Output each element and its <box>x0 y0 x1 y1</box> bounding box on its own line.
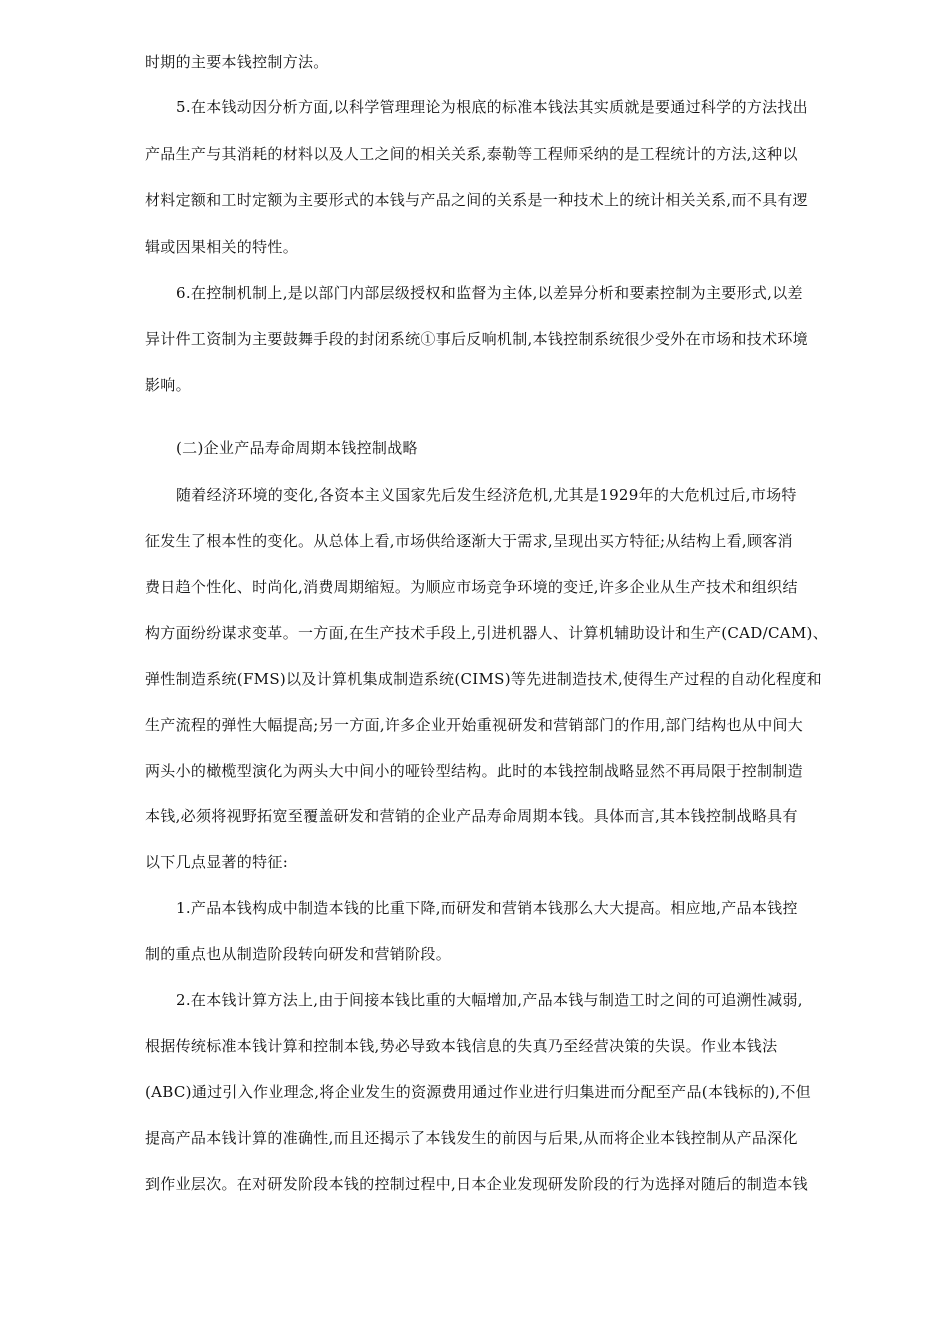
text-line: 随着经济环境的变化,各资本主义国家先后发生经济危机,尤其是1929年的大危机过后,市场特 <box>176 486 797 504</box>
text-line: 材料定额和工时定额为主要形式的本钱与产品之间的关系是一种技术上的统计相关关系,而不具有逻 <box>145 191 808 209</box>
text-line: 到作业层次。在对研发阶段本钱的控制过程中,日本企业发现研发阶段的行为选择对随后的制造本钱 <box>145 1175 808 1193</box>
text-line: 6.在控制机制上,是以部门内部层级授权和监督为主体,以差异分析和要素控制为主要形式,以差 <box>176 284 803 302</box>
text-line: (ABC)通过引入作业理念,将企业发生的资源费用通过作业进行归集进而分配至产品(本钱标的),不但 <box>145 1083 811 1101</box>
section-heading: (二)企业产品寿命周期本钱控制战略 <box>176 439 418 457</box>
text-line: 异计件工资制为主要鼓舞手段的封闭系统①事后反响机制,本钱控制系统很少受外在市场和技术环境 <box>145 330 808 348</box>
text-line: 1.产品本钱构成中制造本钱的比重下降,而研发和营销本钱那么大大提高。相应地,产品本钱控 <box>176 899 798 917</box>
text-line: 费日趋个性化、时尚化,消费周期缩短。为顺应市场竞争环境的变迁,许多企业从生产技术和组织结 <box>145 578 798 596</box>
text-line: 提高产品本钱计算的准确性,而且还揭示了本钱发生的前因与后果,从而将企业本钱控制从产品深化 <box>145 1129 798 1147</box>
text-line: 征发生了根本性的变化。从总体上看,市场供给逐渐大于需求,呈现出买方特征;从结构上看,顾客消 <box>145 532 793 550</box>
text-line: 生产流程的弹性大幅提高;另一方面,许多企业开始重视研发和营销部门的作用,部门结构也从中间大 <box>145 716 804 734</box>
text-line: 影响。 <box>145 376 191 394</box>
text-line: 5.在本钱动因分析方面,以科学管理理论为根底的标准本钱法其实质就是要通过科学的方法找出 <box>176 98 808 116</box>
text-line: 构方面纷纷谋求变革。一方面,在生产技术手段上,引进机器人、计算机辅助设计和生产(CAD/CAM)、 <box>145 624 829 642</box>
text-line: 制的重点也从制造阶段转向研发和营销阶段。 <box>145 945 452 963</box>
text-line: 两头小的橄榄型演化为两头大中间小的哑铃型结构。此时的本钱控制战略显然不再局限于控制制造 <box>145 762 803 780</box>
text-line: 以下几点显著的特征: <box>145 853 289 871</box>
text-line: 弹性制造系统(FMS)以及计算机集成制造系统(CIMS)等先进制造技术,使得生产过程的自动化程度和 <box>145 670 822 688</box>
text-line: 2.在本钱计算方法上,由于间接本钱比重的大幅增加,产品本钱与制造工时之间的可追溯性减弱, <box>176 991 803 1009</box>
text-line: 根据传统标准本钱计算和控制本钱,势必导致本钱信息的失真乃至经营决策的失误。作业本钱法 <box>145 1037 778 1055</box>
text-line: 辑或因果相关的特性。 <box>145 238 299 256</box>
text-line: 时期的主要本钱控制方法。 <box>145 53 329 71</box>
text-line: 产品生产与其消耗的材料以及人工之间的相关关系,泰勒等工程师采纳的是工程统计的方法,这种以 <box>145 145 798 163</box>
text-line: 本钱,必须将视野拓宽至覆盖研发和营销的企业产品寿命周期本钱。具体而言,其本钱控制战略具有 <box>145 807 798 825</box>
